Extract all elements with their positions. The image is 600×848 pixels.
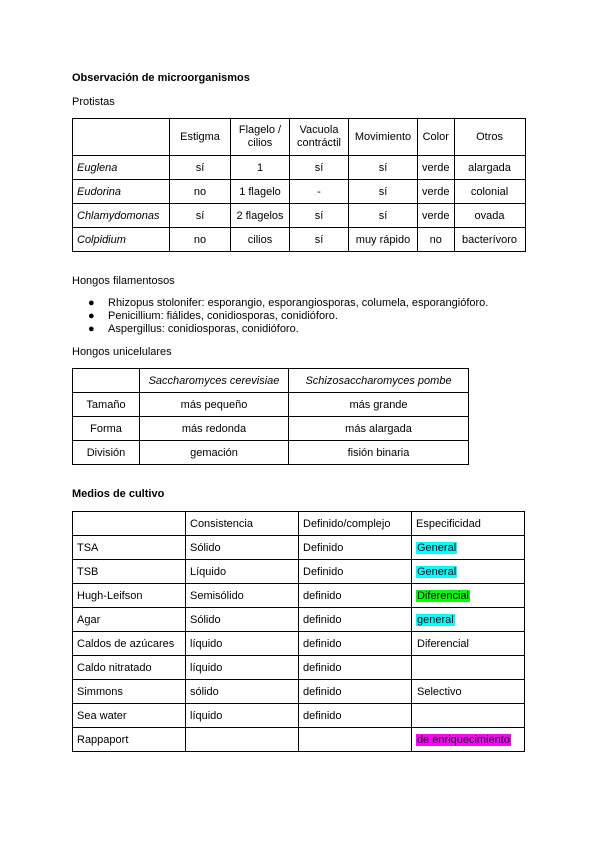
header-cell: Definido/complejo <box>299 512 412 536</box>
header-cell: Estigma <box>170 119 231 156</box>
header-cell <box>73 512 186 536</box>
cell: Forma <box>73 417 140 441</box>
table-row <box>73 180 526 204</box>
header-line: Vacuola contráctil <box>296 124 342 149</box>
table-row <box>73 156 526 180</box>
cell: definido <box>299 632 412 656</box>
header-cell <box>73 119 170 156</box>
header-cell: Saccharomyces cerevisiae <box>140 369 289 393</box>
cell: definido <box>299 680 412 704</box>
highlighted-value <box>416 662 418 674</box>
table-row <box>73 584 525 608</box>
section-heading-hongos-unicelulares: Hongos unicelulares <box>72 346 172 358</box>
cell <box>412 728 525 752</box>
section-heading-medios: Medios de cultivo <box>72 488 165 500</box>
bullet-icon: ● <box>88 310 95 322</box>
table-row <box>73 228 526 252</box>
cell: Definido <box>299 560 412 584</box>
section-heading-hongos-filamentosos: Hongos filamentosos <box>72 275 175 287</box>
header-cell: Movimiento <box>349 119 418 156</box>
cell: definido <box>299 608 412 632</box>
cell <box>186 728 299 752</box>
hongos-filamentosos-list <box>72 297 488 336</box>
highlighted-value: general <box>417 613 454 626</box>
table-row <box>73 680 525 704</box>
cell: sí <box>290 156 349 180</box>
cell: definido <box>299 656 412 680</box>
bullet-icon: ● <box>88 323 95 335</box>
table-row <box>73 204 526 228</box>
cell <box>412 608 525 632</box>
cell: Sólido <box>186 536 299 560</box>
highlighted-value: General <box>417 565 457 578</box>
cell: Eudorina <box>73 180 170 204</box>
cell: Euglena <box>73 156 170 180</box>
cell: definido <box>299 584 412 608</box>
cell: Simmons <box>73 680 186 704</box>
cell: colonial <box>454 180 525 204</box>
cell: Caldos de azúcares <box>73 632 186 656</box>
cell: verde <box>418 204 455 228</box>
cell: más redonda <box>140 417 289 441</box>
cell: sí <box>290 204 349 228</box>
cell: fisión binaria <box>289 441 469 465</box>
header-cell: Color <box>418 119 455 156</box>
header-cell: Otros <box>454 119 525 156</box>
cell: definido <box>299 704 412 728</box>
cell: muy rápido <box>349 228 418 252</box>
cell: sí <box>170 204 231 228</box>
cell: 1 <box>231 156 290 180</box>
cell: verde <box>418 156 455 180</box>
cell: Chlamydomonas <box>73 204 170 228</box>
cell: sí <box>170 156 231 180</box>
cell: TSB <box>73 560 186 584</box>
cell: Tamaño <box>73 393 140 417</box>
cell: alargada <box>454 156 525 180</box>
cell: sí <box>349 156 418 180</box>
cell: Hugh-Leifson <box>73 584 186 608</box>
cell: Definido <box>299 536 412 560</box>
document-title: Observación de microorganismos <box>72 72 250 84</box>
cell <box>412 632 525 656</box>
cell: sí <box>290 228 349 252</box>
medios-de-cultivo-table <box>72 511 525 752</box>
cell: líquido <box>186 632 299 656</box>
table-row <box>73 560 525 584</box>
bullet-icon: ● <box>88 297 95 309</box>
cell: Caldo nitratado <box>73 656 186 680</box>
table-header-row <box>73 119 526 156</box>
header-cell: Consistencia <box>186 512 299 536</box>
highlighted-value: Diferencial <box>417 637 469 650</box>
highlighted-value: General <box>417 541 457 554</box>
highlighted-value: Selectivo <box>417 685 462 698</box>
cell: División <box>73 441 140 465</box>
table-row <box>73 441 469 465</box>
cell: sólido <box>186 680 299 704</box>
cell: más alargada <box>289 417 469 441</box>
cell: Semisólido <box>186 584 299 608</box>
header-cell <box>231 119 290 156</box>
highlighted-value: de enriquecimiento <box>417 733 510 746</box>
header-cell <box>290 119 349 156</box>
cell: Líquido <box>186 560 299 584</box>
cell: Agar <box>73 608 186 632</box>
list-item: ● Rhizopus stolonifer: esporangio, esporangiosporas, columela, esporangióforo. <box>88 297 489 309</box>
cell <box>412 560 525 584</box>
cell: bacterívoro <box>454 228 525 252</box>
cell: no <box>418 228 455 252</box>
cell: ovada <box>454 204 525 228</box>
table-row <box>73 656 525 680</box>
hongos-unicelulares-table <box>72 368 469 465</box>
cell: 1 flagelo <box>231 180 290 204</box>
table-row <box>73 728 525 752</box>
table-header-row <box>73 512 525 536</box>
table-header-row <box>73 369 469 393</box>
header-line: Flagelo / cilios <box>238 124 282 149</box>
cell: verde <box>418 180 455 204</box>
cell: cilios <box>231 228 290 252</box>
cell: más pequeño <box>140 393 289 417</box>
cell: - <box>290 180 349 204</box>
cell: Sea water <box>73 704 186 728</box>
cell: Rappaport <box>73 728 186 752</box>
cell: gemación <box>140 441 289 465</box>
table-row <box>73 536 525 560</box>
cell: líquido <box>186 704 299 728</box>
header-cell: Especificidad <box>412 512 525 536</box>
highlighted-value: Diferencial <box>417 589 469 602</box>
table-row <box>73 704 525 728</box>
table-row <box>73 393 469 417</box>
cell: Colpidium <box>73 228 170 252</box>
cell: TSA <box>73 536 186 560</box>
cell <box>412 680 525 704</box>
cell: Sólido <box>186 608 299 632</box>
table-row <box>73 632 525 656</box>
table-row <box>73 608 525 632</box>
cell: no <box>170 180 231 204</box>
cell: no <box>170 228 231 252</box>
protistas-table <box>72 118 526 252</box>
cell: 2 flagelos <box>231 204 290 228</box>
cell <box>412 536 525 560</box>
cell <box>412 584 525 608</box>
cell <box>412 704 525 728</box>
header-cell <box>73 369 140 393</box>
cell: más grande <box>289 393 469 417</box>
table-row <box>73 417 469 441</box>
cell <box>299 728 412 752</box>
highlighted-value <box>416 710 418 722</box>
cell: sí <box>349 204 418 228</box>
cell: líquido <box>186 656 299 680</box>
list-item: ● Penicillium: fiálides, conidiosporas, conidióforo. <box>88 310 338 322</box>
cell <box>412 656 525 680</box>
cell: sí <box>349 180 418 204</box>
medios-table-body <box>73 536 525 752</box>
section-heading-protistas: Protistas <box>72 96 115 108</box>
header-cell: Schizosaccharomyces pombe <box>289 369 469 393</box>
list-item: ● Aspergillus: conidiosporas, conidióforo. <box>88 323 299 335</box>
